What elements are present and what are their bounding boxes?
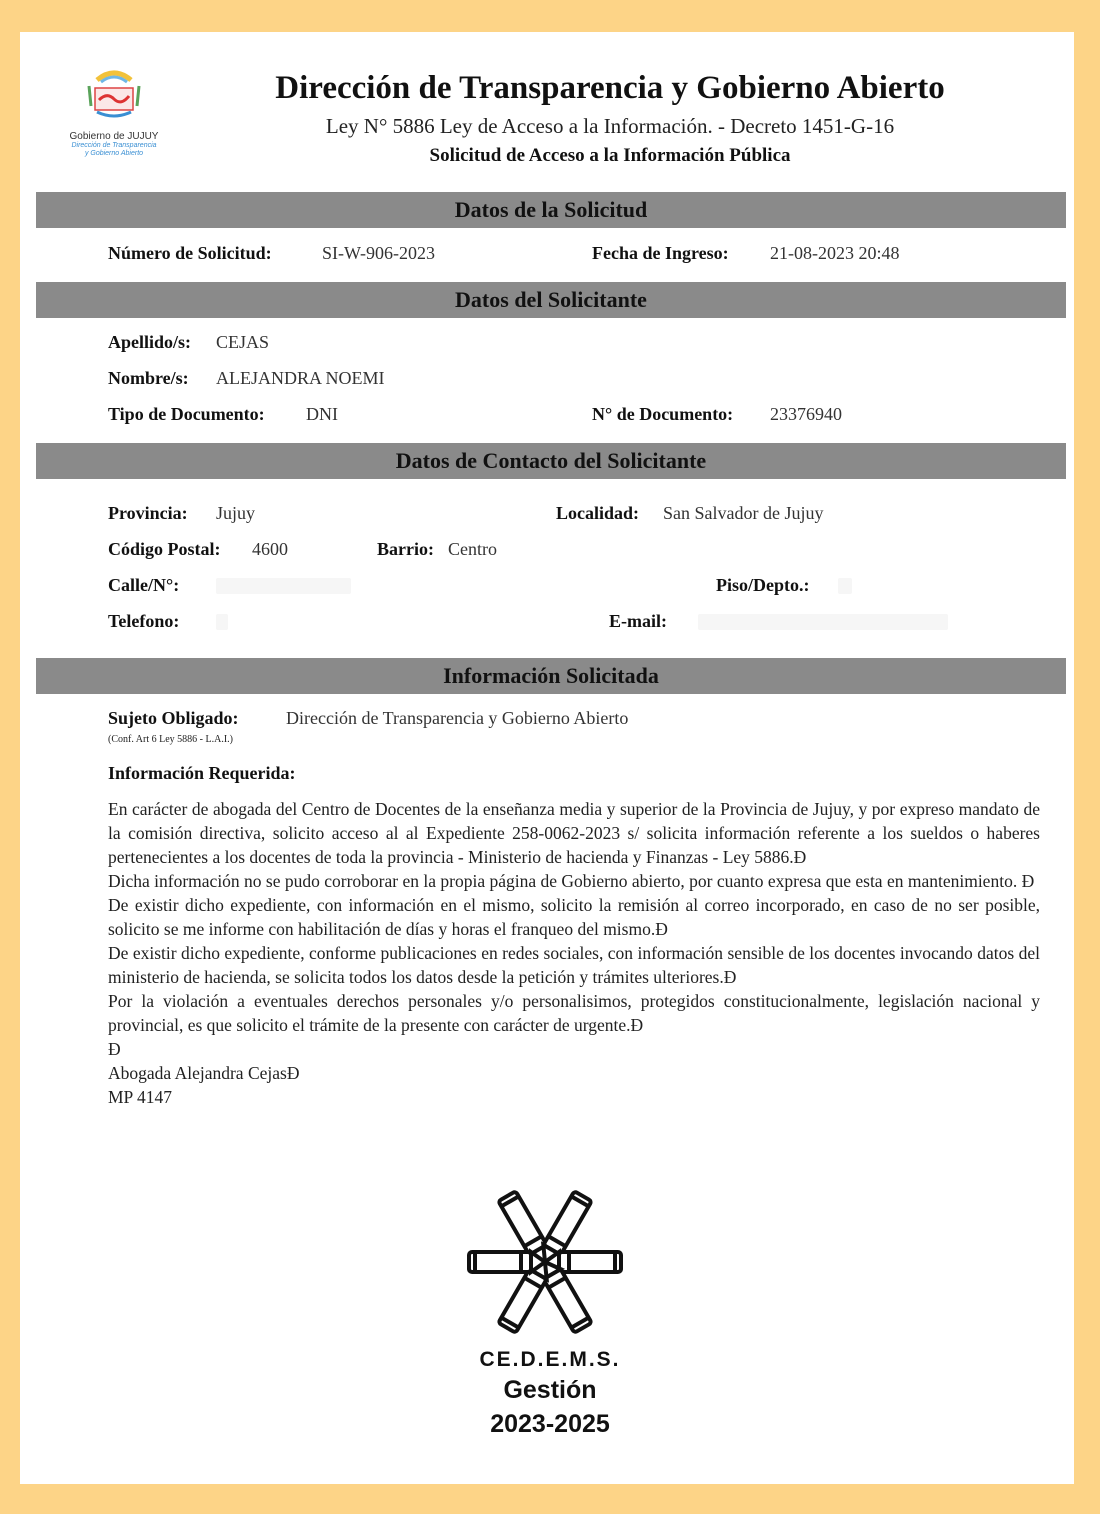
section-header-contacto: Datos de Contacto del Solicitante (36, 443, 1066, 479)
telefono-redacted-value (216, 614, 228, 630)
barrio-value: Centro (448, 539, 497, 559)
request-paragraph: Por la violación a eventuales derechos personales y/o personalisimos, protegidos constitucionalmente, legislación nacional y provincial, es que solicito el trámite de la presente con carácter de urgente.Ð (108, 991, 1040, 1035)
nombre-value: ALEJANDRA NOEMI (216, 368, 385, 388)
codigo-postal-value: 4600 (252, 539, 288, 559)
logo-subtitle-2: y Gobierno Abierto (84, 150, 144, 157)
law-subtitle: Ley N° 5886 Ley de Acceso a la Información. - Decreto 1451-G-16 (325, 114, 895, 138)
cedems-name: CE.D.E.M.S. (479, 1348, 621, 1371)
cedems-period: 2023-2025 (490, 1410, 610, 1438)
numero-solicitud-label: Número de Solicitud: (108, 243, 272, 263)
codigo-postal-label: Código Postal: (108, 539, 221, 559)
informacion-requerida-label: Información Requerida: (108, 763, 296, 783)
fecha-ingreso-label: Fecha de Ingreso: (592, 243, 729, 263)
tipo-documento-label: Tipo de Documento: (108, 404, 265, 424)
provincia-label: Provincia: (108, 503, 188, 523)
document-page (20, 32, 1074, 1484)
piso-depto-label: Piso/Depto.: (716, 575, 810, 595)
numero-documento-value: 23376940 (770, 404, 842, 424)
barrio-label: Barrio: (377, 539, 434, 559)
section-header-solicitante: Datos del Solicitante (36, 282, 1066, 318)
section-header-informacion: Información Solicitada (36, 658, 1066, 694)
fecha-ingreso-value: 21-08-2023 20:48 (770, 243, 900, 263)
informacion-requerida-body (108, 797, 1040, 1109)
email-label: E-mail: (609, 611, 667, 631)
calle-label: Calle/N°: (108, 575, 180, 595)
piso-redacted-value (838, 578, 852, 594)
tipo-documento-value: DNI (306, 404, 338, 424)
numero-solicitud-value: SI-W-906-2023 (322, 243, 435, 263)
signature-line: Abogada Alejandra CejasÐ (108, 1063, 300, 1083)
form-title: Solicitud de Acceso a la Información Pública (429, 145, 791, 166)
apellido-value: CEJAS (216, 332, 270, 352)
apellido-label: Apellido/s: (108, 332, 192, 352)
request-paragraph: Dicha información no se pudo corroborar en la propia página de Gobierno abierto, por cuanto expresa que esta en mantenimiento. Ð (108, 871, 1035, 891)
sujeto-obligado-note: (Conf. Art 6 Ley 5886 - L.A.I.) (108, 734, 233, 745)
sujeto-obligado-value: Dirección de Transparencia y Gobierno Abierto (286, 708, 629, 728)
email-redacted-value (698, 614, 948, 630)
localidad-value: San Salvador de Jujuy (663, 503, 824, 523)
numero-documento-label: N° de Documento: (592, 404, 734, 424)
calle-redacted-value (216, 578, 351, 594)
gobierno-jujuy-logo (54, 66, 174, 166)
request-paragraph: De existir dicho expediente, con información en el mismo, solicito la remisión al correo incorporado, en caso de no ser posible, solicito se me informe con habilitación de días y horas el franqueo del mismo.Ð (108, 895, 1040, 939)
provincia-value: Jujuy (216, 503, 256, 523)
sujeto-obligado-label: Sujeto Obligado: (108, 708, 239, 728)
section-header-solicitud: Datos de la Solicitud (36, 192, 1066, 228)
nombre-label: Nombre/s: (108, 368, 189, 388)
page-title: Dirección de Transparencia y Gobierno Abierto (275, 70, 945, 106)
localidad-label: Localidad: (556, 503, 640, 523)
telefono-label: Telefono: (108, 611, 180, 631)
cedems-pencils-emblem (445, 1172, 645, 1352)
matricula-line: MP 4147 (108, 1087, 173, 1107)
request-paragraph: En carácter de abogada del Centro de Docentes de la enseñanza media y superior de la Provincia de Jujuy, y por expreso mandato de la comisión directiva, solicito acceso al al Expediente 258-0062-2023 s/ solicita información referente a los sueldos o haberes pertenecientes a los docentes de toda la provincia - Ministerio de hacienda y Finanzas - Ley 5886.Ð (108, 799, 1040, 867)
request-paragraph: Ð (108, 1039, 121, 1059)
logo-title: Gobierno de JUJUY (69, 131, 159, 142)
logo-subtitle-1: Dirección de Transparencia (71, 142, 157, 149)
logo-emblem-icon (79, 66, 149, 124)
cedems-gestion: Gestión (503, 1376, 597, 1404)
request-paragraph: De existir dicho expediente, conforme publicaciones en redes sociales, con información sensible de los docentes invocando datos del ministerio de hacienda, se solicita todos los datos desde la petición y trámites ulteriores.Ð (108, 943, 1040, 987)
